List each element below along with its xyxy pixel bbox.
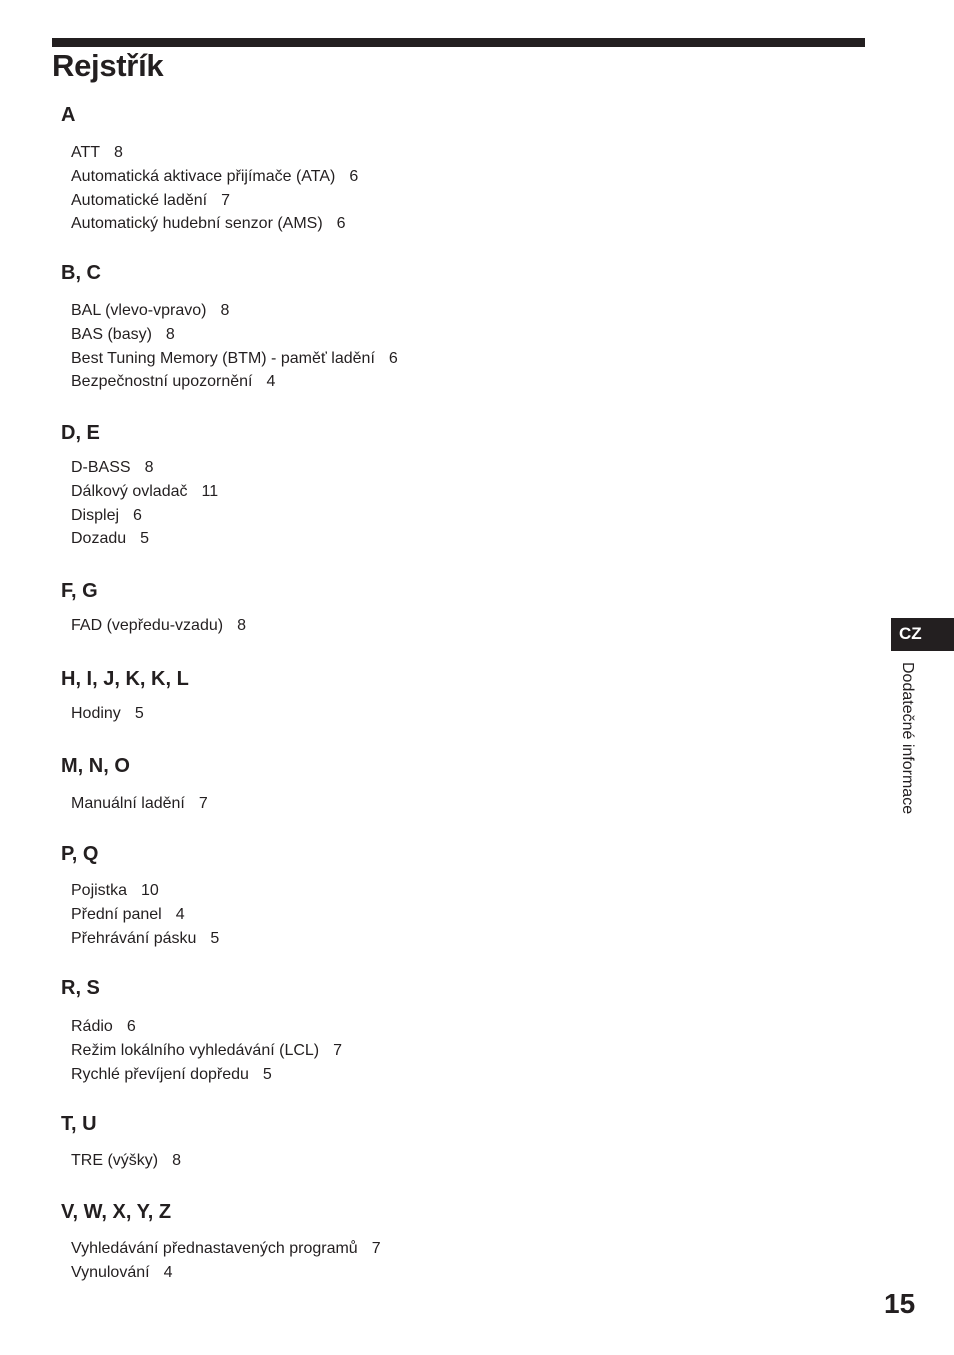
entry-page: 8 [172,1152,182,1169]
entry-term: Vyhledávání přednastavených programů [71,1240,358,1257]
entry-term: Best Tuning Memory (BTM) - paměť ladění [71,349,375,367]
top-rule [52,38,865,47]
index-entry [71,1237,381,1261]
index-entry [71,527,218,551]
entry-page: 6 [349,167,359,185]
index-entry [71,504,218,528]
entry-page: 8 [220,302,230,319]
entry-term: Rychlé převíjení dopředu [71,1065,249,1083]
index-section-v-z [61,1198,381,1285]
entry-list [61,879,219,950]
index-entry [71,927,219,951]
entry-page: 6 [126,1018,136,1035]
index-entry [71,1261,381,1285]
index-section-a [61,101,358,236]
section-heading: T, U [61,1113,97,1135]
entry-page: 8 [114,144,123,161]
entry-page: 7 [198,795,208,812]
entry-list [61,1237,381,1285]
entry-term: Automatické ladění [71,191,208,209]
language-tab-label: CZ [899,624,922,643]
entry-term: Automatický hudební senzor (AMS) [71,215,323,233]
section-heading: A [61,104,76,126]
index-section-d-e [61,419,218,551]
index-entry [71,370,398,394]
index-entry [71,903,219,927]
page-number: 15 [884,1288,916,1319]
index-section-b-c [61,259,398,394]
entry-term: Režim lokálního vyhledávání (LCL) [71,1041,320,1059]
entry-term: Displej [71,506,120,524]
entry-term: BAS (basy) [71,325,152,343]
index-entry [71,299,398,323]
entry-term: Přehrávání pásku [71,929,197,947]
entry-page: 11 [201,482,219,500]
index-entry [71,792,208,816]
entry-page: 7 [221,191,230,209]
index-section-f-g [61,577,246,638]
entry-term: BAL (vlevo-vpravo) [71,302,207,319]
entry-term: Rádio [71,1018,113,1035]
entry-page: 8 [165,325,175,343]
section-heading: V, W, X, Y, Z [61,1201,172,1223]
entry-page: 5 [262,1065,272,1083]
index-entry [71,1149,181,1173]
entry-page: 5 [134,705,144,722]
index-entry [71,347,398,371]
entry-list [61,1015,342,1086]
language-tab [891,618,954,651]
entry-term: Pojistka [71,882,128,899]
index-entry [71,879,219,903]
index-entry [71,1015,342,1039]
entry-term: Dálkový ovladač [71,482,188,500]
index-entry [71,212,358,236]
index-entry [71,456,218,480]
entry-page: 6 [133,506,142,524]
entry-page: 10 [141,882,159,899]
index-entry [71,141,358,165]
index-section-m-o [61,752,208,816]
entry-page: 7 [371,1240,381,1257]
entry-page: 5 [140,530,150,548]
index-entry [71,1063,342,1087]
entry-page: 8 [237,617,246,634]
index-entry [71,480,218,504]
entry-page: 4 [266,373,276,391]
entry-term: TRE (výšky) [71,1152,159,1169]
index-entry [71,614,246,638]
section-heading: F, G [61,580,98,602]
section-heading: R, S [61,977,100,999]
entry-list [61,141,358,236]
section-heading: M, N, O [61,755,130,777]
index-entry [71,165,358,189]
entry-term: D-BASS [71,459,131,476]
entry-page: 8 [144,459,154,476]
section-heading: H, I, J, K, K, L [61,668,189,690]
entry-list [61,702,189,726]
section-heading: B, C [61,262,101,284]
side-section-label: Dodatečné informace [899,662,916,815]
entry-page: 6 [336,215,346,233]
entry-page: 4 [175,905,185,923]
entry-term: FAD (vepředu-vzadu) [71,617,224,634]
entry-term: Hodiny [71,705,121,722]
index-section-h-l [61,665,189,726]
entry-term: Přední panel [71,905,162,923]
entry-page: 7 [333,1041,343,1059]
entry-term: ATT [71,144,101,161]
index-section-p-q [61,840,219,950]
entry-page: 4 [163,1263,173,1281]
entry-term: Manuální ladění [71,795,185,812]
index-entry [71,1039,342,1063]
index-section-r-s [61,974,342,1086]
entry-term: Dozadu [71,530,127,548]
index-entry [71,189,358,213]
index-entry [71,702,189,726]
entry-list [61,456,218,551]
entry-list [61,1149,181,1173]
entry-list [61,792,208,816]
entry-term: Automatická aktivace přijímače (ATA) [71,167,336,185]
section-heading: P, Q [61,843,99,865]
entry-list [61,614,246,638]
entry-term: Bezpečnostní upozornění [71,373,253,391]
entry-term: Vynulování [71,1263,150,1281]
page-title: Rejstřík [52,48,164,83]
entry-page: 5 [210,929,220,947]
entry-list [61,299,398,394]
entry-page: 6 [388,349,398,367]
section-heading: D, E [61,422,100,444]
index-section-t-u [61,1110,181,1173]
index-entry [71,323,398,347]
